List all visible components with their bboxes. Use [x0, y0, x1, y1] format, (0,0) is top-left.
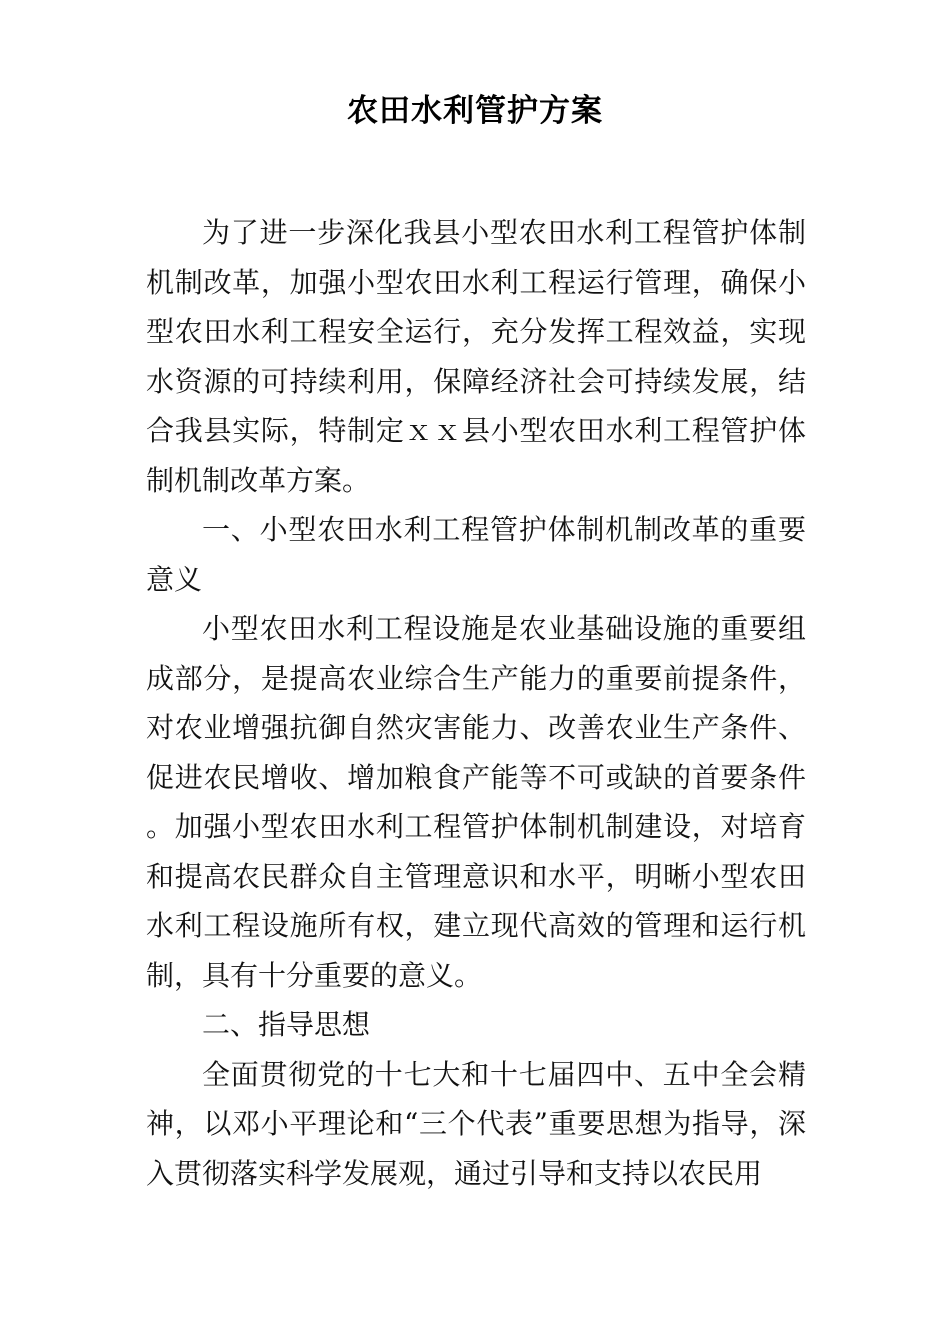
paragraph-significance: 小型农田水利工程设施是农业基础设施的重要组成部分，是提高农业综合生产能力的重要前提条件，对农业增强抗御自然灾害能力、改善农业生产条件、促进农民增收、增加粮食产能等不可或缺的首要条件。加强小型农田水利工程管护体制机制建设，对培育和提高农民群众自主管理意识和水平，明晰小型农田水利工程设施所有权，建立现代高效的管理和运行机制，具有十分重要的意义。 — [146, 612, 806, 992]
document-title: 农田水利管护方案 — [347, 93, 603, 129]
document-body — [146, 208, 806, 1198]
paragraph-intro: 为了进一步深化我县小型农田水利工程管护体制机制改革，加强小型农田水利工程运行管理，确保小型农田水利工程安全运行，充分发挥工程效益，实现水资源的可持续利用，保障经济社会可持续发展，结合我县实际，特制定ｘｘ县小型农田水利工程管护体制机制改革方案。 — [146, 216, 806, 497]
section-heading-guiding-thought: 二、指导思想 — [202, 1008, 371, 1041]
section-heading-significance: 一、小型农田水利工程管护体制机制改革的重要意义 — [146, 513, 806, 596]
paragraph-guiding-thought: 全面贯彻党的十七大和十七届四中、五中全会精神，以邓小平理论和“三个代表”重要思想为指导，深入贯彻落实科学发展观，通过引导和支持以农民用 — [146, 1057, 806, 1190]
